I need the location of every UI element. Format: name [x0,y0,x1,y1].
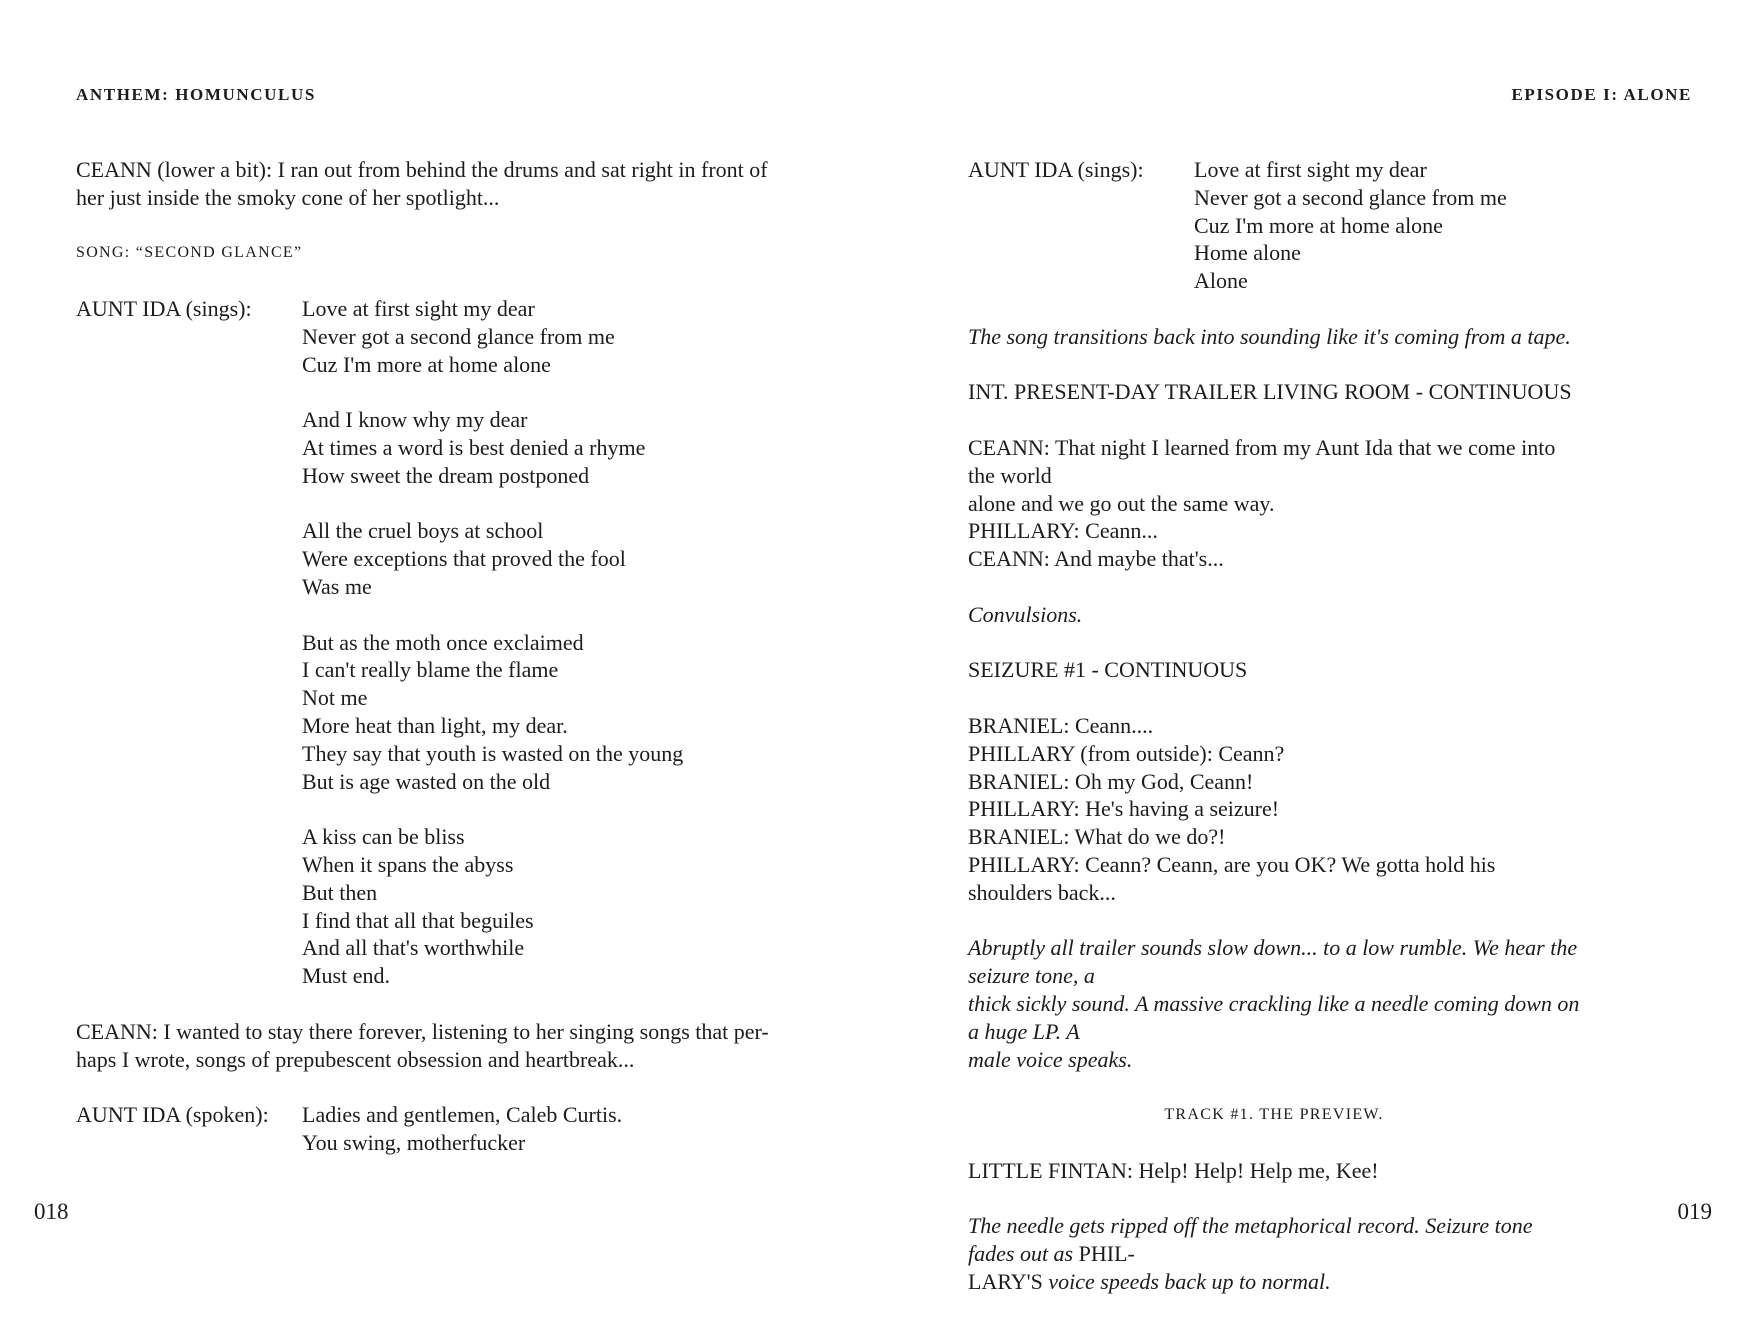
spoken-speaker: AUNT IDA (spoken): [76,1102,269,1128]
lyric-line: Was me [302,573,372,599]
stage-direction: The song transitions back into sounding like it's coming from a tape. [968,323,1571,349]
lyric-line: Love at first sight my dear [302,295,535,321]
direction-italic: The needle gets ripped off the metaphorical record. Seizure tone fades out as [968,1213,1533,1267]
lyric-line: When it spans the abyss [302,851,514,877]
dialogue-line: PHILLARY: Ceann... [968,518,1158,544]
lyric-line: And I know why my dear [302,407,528,433]
lyric-line: Cuz I'm more at home alone [1194,212,1443,238]
direction-italic: voice speeds back up to normal. [1048,1268,1331,1294]
song-block [968,156,1580,295]
lyric-line: Love at first sight my dear [1194,157,1427,182]
song-lyrics [1194,156,1580,295]
dialogue-line: CEANN: That night I learned from my Aunt Ida that we come into the world [968,434,1556,488]
dialogue-line: BRANIEL: What do we do?! [968,824,1226,850]
stage-direction [968,1212,1580,1295]
lyric-line: Not me [302,685,368,711]
dialogue-block [968,712,1580,907]
dialogue-line: PHILLARY: He's having a seizure! [968,796,1280,822]
direction-line [968,1212,1580,1268]
song-speaker: AUNT IDA (sings): [76,295,252,321]
spoken-line: Ladies and gentlemen, Caleb Curtis. [302,1102,623,1128]
right-page-body [968,156,1580,1323]
character-name: PHIL- [1078,1241,1135,1267]
lyric-line: I find that all that beguiles [302,907,534,933]
stanza [302,823,788,990]
direction-line: male voice speaks. [968,1046,1133,1072]
direction-line: thick sickly sound. A massive crackling like a needle coming down on a huge LP. A [968,990,1580,1044]
dialogue-line: BRANIEL: Oh my God, Ceann! [968,768,1254,794]
direction-line [968,1268,1580,1296]
page-number-right: 019 [1677,1199,1712,1224]
dialogue-line: BRANIEL: Ceann.... [968,712,1154,738]
text-line: her just inside the smoky cone of her spotlight... [76,184,500,210]
left-page-body [76,156,788,1184]
stanza [302,629,788,796]
song-block [76,295,788,990]
lyric-line: I can't really blame the flame [302,657,559,683]
lyric-line: Cuz I'm more at home alone [302,351,551,377]
stanza [302,517,788,600]
dialogue-line: PHILLARY (from outside): Ceann? [968,740,1285,766]
text-line: CEANN (lower a bit): I ran out from behind the drums and sat right in front of [76,157,768,182]
lyric-line: How sweet the dream postponed [302,462,590,488]
lyric-line: A kiss can be bliss [302,824,465,850]
right-page [874,0,1748,1294]
dialogue-line: LITTLE FINTAN: Help! Help! Help me, Kee! [968,1157,1379,1183]
text-line: CEANN: I wanted to stay there forever, listening to her singing songs that per- [76,1018,769,1044]
direction-line: Abruptly all trailer sounds slow down... to a low rumble. We hear the seizure tone, a [968,935,1578,989]
lyric-line: Never got a second glance from me [1194,184,1507,210]
song-speaker: AUNT IDA (sings): [968,157,1144,182]
lyric-line: Must end. [302,963,390,989]
left-page [0,0,874,1240]
lyric-line: But then [302,879,378,905]
running-head-left: ANTHEM: HOMUNCULUS [76,85,316,104]
lyric-line: But is age wasted on the old [302,768,551,794]
intro-paragraph [76,156,788,212]
spoken-lines [302,1101,788,1157]
lyric-line: They say that youth is wasted on the young [302,740,684,766]
dialogue-line: PHILLARY: Ceann? Ceann, are you OK? We gotta hold his shoulders back... [968,851,1496,905]
stanza [302,295,788,378]
spoken-block [76,1101,788,1157]
song-lyrics [302,295,788,990]
lyric-line: Were exceptions that proved the fool [302,546,626,572]
lyric-line: And all that's worthwhile [302,935,525,961]
text-line: haps I wrote, songs of prepubescent obsession and heartbreak... [76,1046,635,1072]
scene-heading: INT. PRESENT-DAY TRAILER LIVING ROOM - CONTINUOUS [968,379,1572,405]
lyric-line: Never got a second glance from me [302,323,615,349]
character-name: LARY'S [968,1268,1049,1294]
stage-direction [968,934,1580,1073]
dialogue-line: alone and we go out the same way. [968,490,1275,516]
running-head-right: EPISODE I: ALONE [1511,85,1692,104]
song-title: SONG: “SECOND GLANCE” [76,244,303,262]
spoken-line: You swing, motherfucker [302,1129,526,1155]
stanza [302,406,788,489]
stage-direction: Convulsions. [968,601,1083,627]
lyric-line: More heat than light, my dear. [302,712,568,738]
lyric-line: Alone [1194,268,1248,294]
dialogue-block [968,434,1580,573]
track-title: TRACK #1. THE PREVIEW. [1164,1106,1384,1124]
lyric-line: But as the moth once exclaimed [302,629,584,655]
lyric-line: At times a word is best denied a rhyme [302,434,646,460]
dialogue-line: CEANN: And maybe that's... [968,546,1224,572]
outro-paragraph [76,1018,788,1074]
lyric-line: Home alone [1194,240,1301,266]
scene-heading: SEIZURE #1 - CONTINUOUS [968,657,1248,683]
page-number-left: 018 [34,1199,69,1224]
lyric-line: All the cruel boys at school [302,518,544,544]
